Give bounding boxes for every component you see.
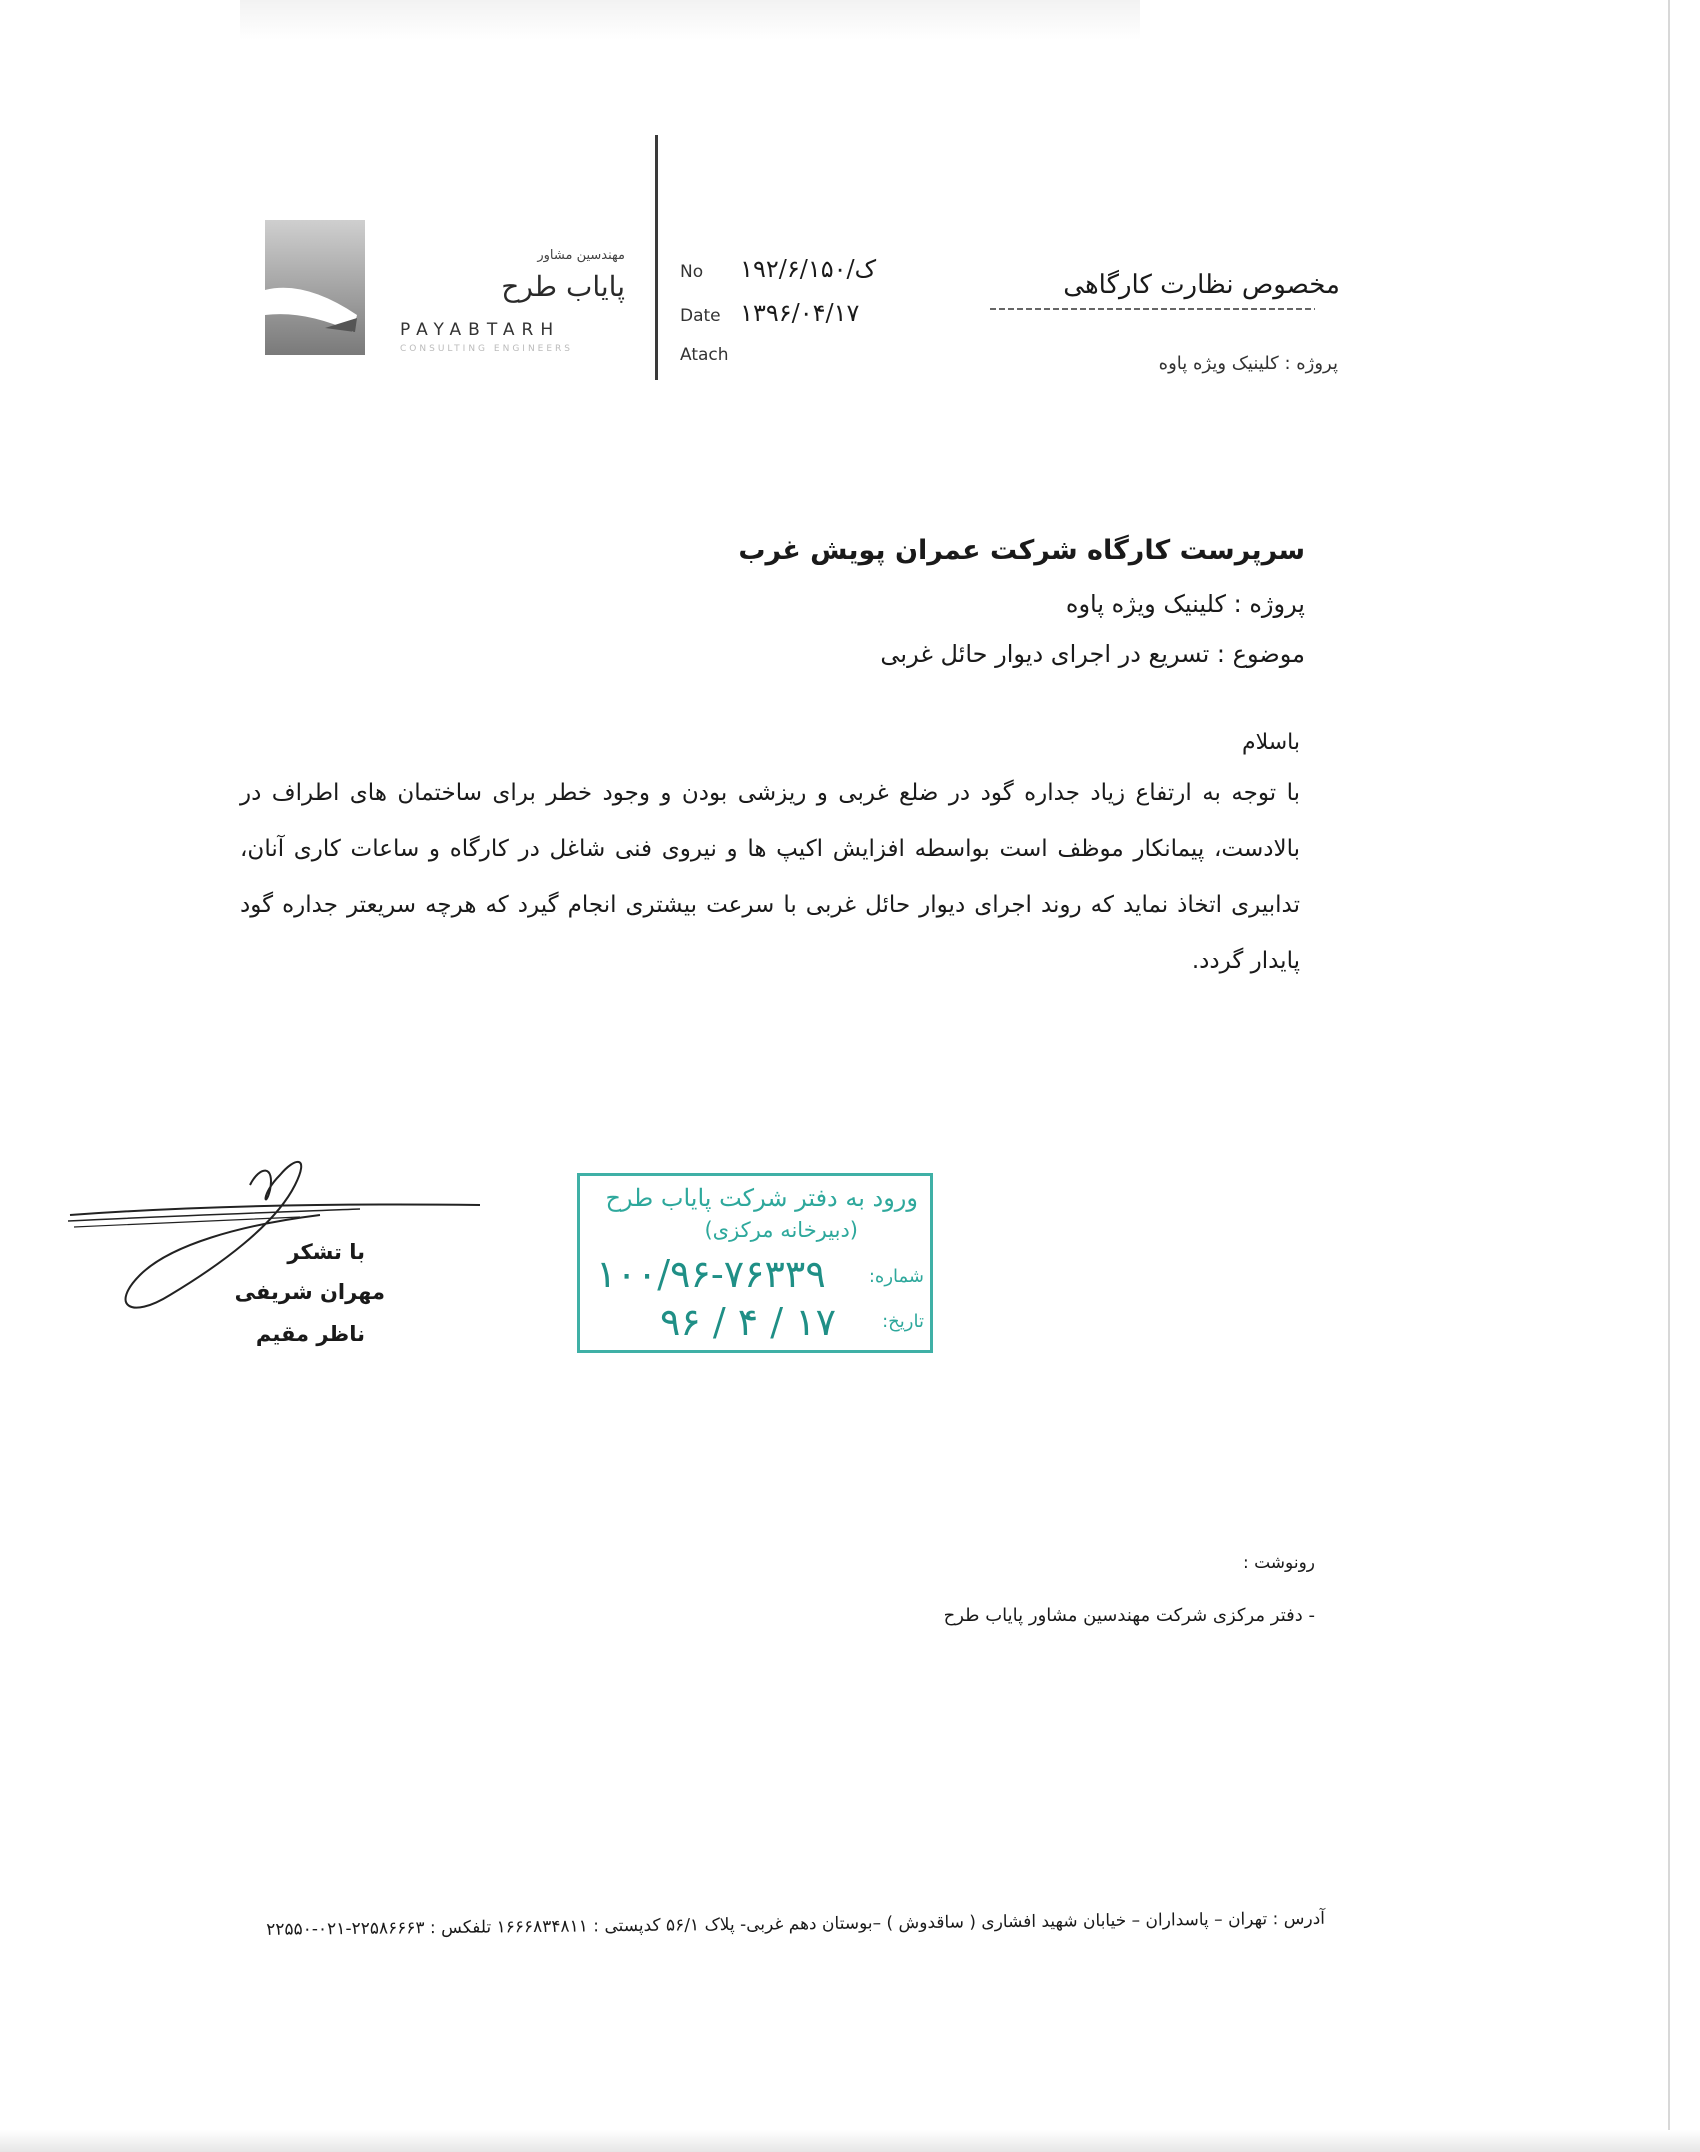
special-title: مخصوص نظارت کارگاهی — [1063, 270, 1340, 300]
meta-attach-label: Atach — [680, 345, 729, 365]
addressee: سرپرست کارگاه شرکت عمران پویش غرب — [738, 535, 1305, 566]
scan-artifact-top — [240, 0, 1140, 40]
meta-date-label: Date — [680, 306, 721, 326]
stamp-number-label: شماره: — [868, 1266, 924, 1287]
signatory-name: مهران شریفی — [234, 1280, 385, 1304]
stamp-subtitle: (دبیرخانه مرکزی) — [704, 1218, 858, 1242]
stamp-title: ورود به دفتر شرکت پایاب طرح — [605, 1184, 918, 1212]
cc-label: رونوشت : — [1242, 1553, 1315, 1573]
stamp-number-value: ۱۰۰/۹۶-۷۶۳۳۹ — [596, 1252, 826, 1296]
subject-line: موضوع : تسریع در اجرای دیوار حائل غربی — [880, 640, 1305, 668]
logo-name-fa: پایاب طرح — [501, 270, 625, 303]
footer-address: آدرس : تهران – پاسداران – خیابان شهید افشاری ( ساقدوش ) –بوستان دهم غربی- پلاک ۵۶/۱ کدپستی : ۱۶۶۶۸۳۴۸۱۱ تلفکس : ۲۲۵۸۶۶۶۳-۰۲۱-۲۲۵۵۰ — [266, 1908, 1326, 1940]
logo-name-en: PAYABTARH — [400, 320, 561, 340]
logo-subtitle: مهندسین مشاور — [537, 248, 625, 263]
meta-attach-row — [680, 345, 735, 365]
meta-number-value: ۱۹۲/۶/ک/۱۵۰ — [740, 255, 877, 283]
meta-number-row — [680, 255, 876, 283]
greeting: باسلام — [1241, 730, 1300, 755]
cc-item: - دفتر مرکزی شرکت مهندسین مشاور پایاب طرح — [943, 1605, 1315, 1626]
handwritten-signature — [60, 1145, 490, 1345]
special-title-underline — [990, 308, 1315, 310]
header-project: پروژه : کلینیک ویژه پاوه — [1158, 353, 1338, 374]
stamp-date-value: ۹۶ / ۴ / ۱۷ — [660, 1300, 836, 1344]
meta-date-value: ۱۳۹۶/۰۴/۱۷ — [740, 299, 860, 327]
company-logo — [265, 220, 625, 360]
meta-number-label: No — [680, 262, 704, 282]
letter-body: با توجه به ارتفاع زیاد جداره گود در ضلع غربی و ریزشی بودن و وجود خطر برای ساختمان های اطراف در بالادست، پیمانکار موظف است بواسطه افزایش اکیپ ها و نیروی فنی شاغل در کارگاه و ساعات کاری آنان، تدابیری اتخاذ نماید که روند اجرای دیوار حائل غربی با سرعت بیشتری انجام گیرد که هرچه سریعتر جداره گود پایدار گردد. — [240, 780, 1300, 974]
scan-edge-line — [1668, 0, 1670, 2152]
signatory-title: ناظر مقیم — [255, 1322, 365, 1346]
scan-artifact-bottom — [0, 2130, 1700, 2152]
stamp-date-label: تاریخ: — [882, 1311, 924, 1332]
payabtarh-logo-icon — [265, 220, 365, 355]
project-line: پروژه : کلینیک ویژه پاوه — [1065, 590, 1305, 618]
header-divider — [655, 135, 658, 380]
registry-stamp — [577, 1173, 933, 1353]
logo-tagline: CONSULTING ENGINEERS — [400, 344, 574, 354]
meta-date-row — [680, 299, 859, 327]
signature-closing: با تشکر — [287, 1240, 365, 1264]
